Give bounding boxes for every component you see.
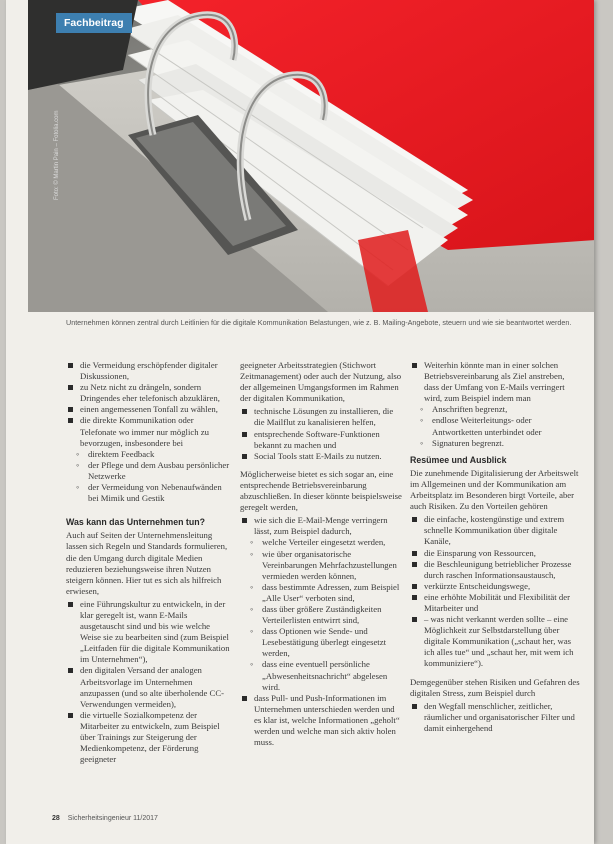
section-heading: Resümee und Ausblick — [410, 454, 507, 465]
sub-list-item: ◦ der Pflege und dem Ausbau persönlicher Netzwerke — [66, 460, 232, 482]
bullet-list — [66, 599, 232, 765]
sub-list-item: ◦ Anschriften begrenzt, — [410, 404, 580, 415]
list-item: den Wegfall menschlicher, zeitlicher, räumlicher und organisatorischer Filter und damit einhergehend — [410, 701, 580, 734]
image-caption: Unternehmen können zentral durch Leitlinien für die digitale Kommunikation Belastungen, wie z. B. Mailing-Angebote, steuern und wie sie beantwortet werden. — [66, 318, 572, 327]
page-footer — [52, 815, 158, 822]
text-column-2 — [240, 360, 402, 748]
list-item: technische Lösungen zu installieren, die die Mailflut zu kanalisieren helfen, — [240, 406, 402, 428]
sub-list-item: ◦ dass Optionen wie Sende- und Lesebestätigung überlegt eingesetzt werden, — [240, 626, 402, 659]
sub-list-item: ◦ endlose Weiterleitungs- oder Antwortketten unterbindet oder — [410, 415, 580, 437]
sub-list-item: ◦ wie über organisatorische Vereinbarungen Mehrfachzustellungen vermieden werden können, — [240, 549, 402, 582]
list-item: wie sich die E-Mail-Menge verringern lässt, zum Beispiel dadurch, — [240, 515, 402, 537]
text-column-1 — [66, 360, 232, 765]
list-item: die direkte Kommunikation oder Telefonate wo immer nur möglich zu bevorzugen, insbesondere bei — [66, 415, 232, 448]
sub-list-item: ◦ welche Verteiler eingesetzt werden, — [240, 537, 402, 548]
paragraph: geeigneter Arbeitsstrategien (Stichwort Zeitmanagement) oder auch der Nutzung, also der allgemeinen Umgangsformen im Rahmen der digitalen Kommunikation, — [240, 360, 402, 404]
sub-list-item: ◦ Signaturen begrenzt. — [410, 438, 580, 449]
section-heading: Was kann das Unternehmen tun? — [66, 517, 205, 528]
paragraph: Die zunehmende Digitalisierung der Arbeitswelt im Allgemeinen und der Kommunikation am Arbeitsplatz im Besonderen birgt Vorteile, aber auch Risiken. Zu den Vorteilen gehören — [410, 467, 579, 512]
list-item: die Vermeidung erschöpfender digitaler Diskussionen, — [66, 360, 232, 382]
list-item: eine erhöhte Mobilität und Flexibilität der Mitarbeiter und — [410, 592, 580, 614]
sub-list-item: ◦ der Vermeidung von Nebenaufwänden bei Mimik und Gestik — [66, 482, 232, 504]
list-item: zu Netz nicht zu drängeln, sondern Dringendes eher telefonisch abzuklären, — [66, 382, 232, 404]
bullet-list — [240, 515, 402, 748]
bullet-list — [240, 406, 402, 461]
paragraph: Auch auf Seiten der Unternehmensleitung lassen sich Regeln und Standards formulieren, die den Umgang durch digitale Medien reduzieren beziehungsweise ihren Nutzen steigern können. Hier tut es sich als hilfreich erwiesen, — [66, 530, 228, 596]
journal-name: Sicherheitsingenieur 11/2017 — [67, 815, 158, 822]
list-item: dass Pull- und Push-Informationen im Unternehmen unterschieden werden und es klar ist, welche Informationen „geholt“ werden und welche man sich aktiv holen muss. — [240, 693, 402, 748]
photo-credit: Foto: © Martin Pain – Fotolia.com — [54, 110, 60, 200]
bullet-list — [410, 514, 580, 669]
list-item: die einfache, kostengünstige und extrem schnelle Kommunikation über digitale Kanäle, — [410, 514, 580, 547]
list-item: eine Führungskultur zu entwickeln, in der klar geregelt ist, wann E-Mails ausgetauscht sind und bis wie welche Weise sie zu bearbeiten sind (zum Beispiel „Leitfaden für die digitale Kommunikation im Unternehmen“), — [66, 599, 232, 666]
binder-illustration — [28, 0, 594, 312]
page — [6, 0, 594, 844]
sub-list-item: ◦ dass bestimmte Adressen, zum Beispiel „Alle User“ verboten sind, — [240, 582, 402, 604]
list-item: einen angemessenen Tonfall zu wählen, — [66, 404, 232, 415]
sub-list-item: ◦ direktem Feedback — [66, 449, 232, 460]
list-item: die Einsparung von Ressourcen, — [410, 548, 580, 559]
paragraph: Demgegenüber stehen Risiken und Gefahren des digitalen Stress, zum Beispiel durch — [410, 676, 580, 698]
paragraph: Möglicherweise bietet es sich sogar an, eine entsprechende Betriebsvereinbarung abzuschließen. In dieser könnte beispielsweise geregelt werden, — [240, 468, 402, 513]
bullet-list — [410, 360, 580, 449]
list-item: die virtuelle Sozialkompetenz der Mitarbeiter zu entwickeln, zum Beispiel über Trainings zur Steigerung der Medienkompetenz, der Förderung geeigneter — [66, 710, 232, 765]
sub-list-item: ◦ dass eine eventuell persönliche „Abwesenheitsnachricht“ abgelesen wird. — [240, 659, 402, 692]
list-item: Weiterhin könnte man in einer solchen Betriebsvereinbarung als Ziel anstreben, dass der Umfang von E-Mails verringert wird, zum Beispiel indem man — [410, 360, 580, 404]
list-item: entsprechende Software-Funktionen bekannt zu machen und — [240, 429, 402, 451]
section-badge: Fachbeitrag — [56, 13, 132, 33]
bullet-list — [410, 701, 580, 734]
list-item: verkürzte Entscheidungswege, — [410, 581, 580, 592]
list-item: – was nicht verkannt werden sollte – eine Möglichkeit zur Selbstdarstellung über digitale Kommunikation („schaut her, was ich alles tue“ und „schaut her, mit wem ich kommuniziere“). — [410, 614, 580, 669]
page-number: 28 — [52, 815, 60, 822]
text-column-3 — [410, 360, 580, 734]
list-item: die Beschleunigung betrieblicher Prozesse durch raschen Informationsaustausch, — [410, 559, 580, 581]
bullet-list — [66, 360, 232, 504]
list-item: Social Tools statt E-Mails zu nutzen. — [240, 451, 402, 462]
list-item: den digitalen Versand der analogen Arbeitsvorlage im Unternehmen anzupassen (und so alte überholende CC-Verwendungen vermeiden), — [66, 665, 232, 709]
header-photo — [28, 0, 594, 312]
sub-list-item: ◦ dass über größere Zuständigkeiten Verteilerlisten entwirrt sind, — [240, 604, 402, 626]
